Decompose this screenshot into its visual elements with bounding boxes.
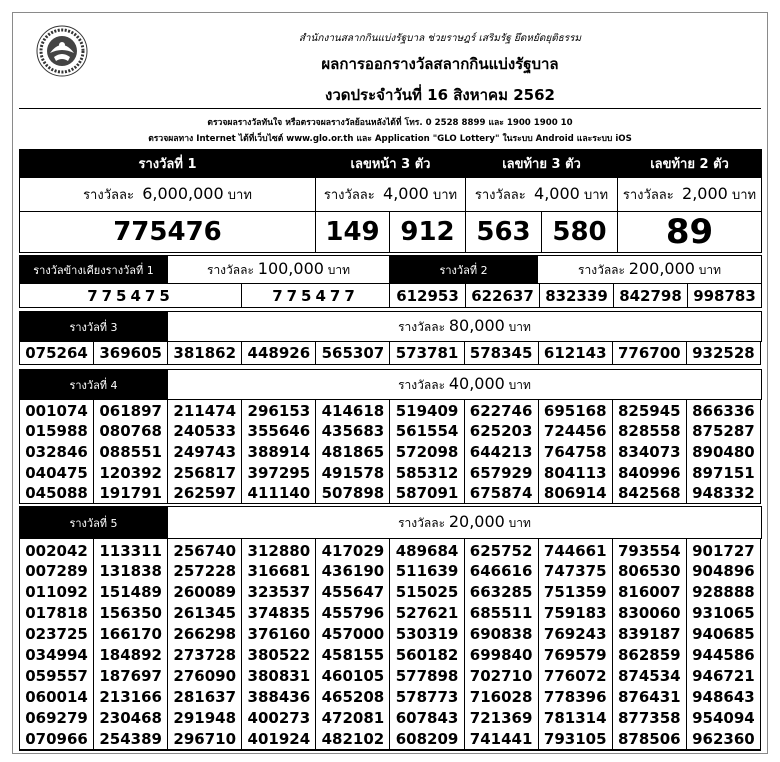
prize-number: 281637 <box>168 687 242 708</box>
prize-number: 070966 <box>20 729 94 750</box>
prize-number: 561554 <box>390 421 464 442</box>
prize-number: 741441 <box>464 729 538 750</box>
prize-number: 793105 <box>538 729 612 750</box>
prize-number: 489684 <box>390 539 464 560</box>
fifth-prize-grid <box>19 539 761 750</box>
prize-number: 806530 <box>612 560 686 581</box>
prize-number: 482102 <box>316 729 390 750</box>
prize-number: 291948 <box>168 708 242 729</box>
prize-number: 400273 <box>242 708 316 729</box>
prize-number: 769243 <box>538 623 612 644</box>
prize-number: 622746 <box>464 400 538 421</box>
first-prize-number: 775476 <box>20 212 316 253</box>
prize-number: 211474 <box>168 400 242 421</box>
prize-number: 769579 <box>538 644 612 665</box>
prize-number: 625203 <box>464 421 538 442</box>
prize-number: 374835 <box>242 602 316 623</box>
prize-number: 266298 <box>168 623 242 644</box>
prize-number: 876431 <box>612 687 686 708</box>
second-prize-amount: รางวัลละ 200,000 บาท <box>538 256 762 284</box>
prize-number: 457000 <box>316 623 390 644</box>
prize-number: 890480 <box>692 442 755 461</box>
prize-number: 296153 <box>242 400 316 421</box>
divider <box>19 750 761 751</box>
fourth-prize-amount: รางวัลละ 40,000 บาท <box>168 370 762 400</box>
prize-number: 842568 <box>612 483 686 504</box>
third-prize-number: 381862 <box>168 342 242 365</box>
draw-date: งวดประจำวันที่ 16 สิงหาคม 2562 <box>325 86 555 104</box>
info-website: ตรวจผลทาง Internet ได้ที่เว็บไซต์ www.glo.or.th และ Application "GLO Lottery" ในระบบ Android และระบบ iOS <box>148 134 632 144</box>
prize-number: 577898 <box>390 666 464 687</box>
prize-number: 830060 <box>612 602 686 623</box>
prize-number: 120392 <box>94 462 168 483</box>
prize-number: 587091 <box>390 483 464 504</box>
prize-number: 578773 <box>390 687 464 708</box>
divider <box>19 108 761 109</box>
prize-number: 530319 <box>390 623 464 644</box>
prize-number: 260089 <box>168 581 242 602</box>
prize-number: 015988 <box>20 421 94 442</box>
prize-number: 455647 <box>316 581 390 602</box>
prize-number: 045088 <box>20 483 94 504</box>
prize-number: 515025 <box>390 581 464 602</box>
prize-number: 875287 <box>692 422 755 441</box>
prize-number: 166170 <box>94 623 168 644</box>
prize-number: 663285 <box>464 581 538 602</box>
prize-number: 946721 <box>692 667 755 686</box>
back3-number-2: 580 <box>542 212 618 253</box>
prize-number: 355646 <box>242 421 316 442</box>
prize-number: 793554 <box>612 539 686 560</box>
prize-number: 657929 <box>464 462 538 483</box>
fifth-prize-block <box>19 506 761 750</box>
prize-number: 778396 <box>538 687 612 708</box>
prize-number: 572098 <box>390 442 464 463</box>
prize-number: 744661 <box>538 539 612 560</box>
prize-number: 481865 <box>316 442 390 463</box>
prize-number: 001074 <box>20 400 94 421</box>
prize-number: 256817 <box>168 462 242 483</box>
prize-number: 088551 <box>94 442 168 463</box>
prize-number: 184892 <box>94 644 168 665</box>
prize-number: 839187 <box>612 623 686 644</box>
prize-number: 388436 <box>242 687 316 708</box>
prize-number: 747375 <box>538 560 612 581</box>
third-prize-number: 573781 <box>390 342 464 365</box>
prize-number: 702710 <box>464 666 538 687</box>
third-prize-number: 578345 <box>464 342 538 365</box>
prize-number: 230468 <box>94 708 168 729</box>
near-and-second-block <box>19 255 761 308</box>
glo-emblem-logo <box>36 25 88 77</box>
third-prize-label: รางวัลที่ 3 <box>20 312 168 342</box>
prize-number: 465208 <box>316 687 390 708</box>
prize-number: 759183 <box>538 602 612 623</box>
prize-number: 608209 <box>390 729 464 750</box>
prize-number: 519409 <box>390 400 464 421</box>
first-prize-amount: รางวัลละ 6,000,000 บาท <box>20 178 316 212</box>
prize-number: 764758 <box>538 442 612 463</box>
prize-number: 862859 <box>612 644 686 665</box>
prize-number: 948332 <box>692 484 755 503</box>
prize-number: 877358 <box>612 708 686 729</box>
agency-motto: สำนักงานสลากกินแบ่งรัฐบาล ช่วยราษฎร์ เสริมรัฐ ยึดหยัดยุติธรรม <box>298 33 582 44</box>
prize-number: 256740 <box>168 539 242 560</box>
prize-number: 069279 <box>20 708 94 729</box>
back3-label: เลขท้าย 3 ตัว <box>466 150 618 178</box>
prize-number: 781314 <box>538 708 612 729</box>
prize-number: 607843 <box>390 708 464 729</box>
prize-number: 816007 <box>612 581 686 602</box>
prize-number: 435683 <box>316 421 390 442</box>
near-prize-number-2: 775477 <box>242 284 390 308</box>
prize-number: 455796 <box>316 602 390 623</box>
first-prize-label: รางวัลที่ 1 <box>20 150 316 178</box>
prize-number: 380831 <box>242 666 316 687</box>
third-prize-block <box>19 311 761 365</box>
prize-number: 721369 <box>464 708 538 729</box>
third-prize-number: 932528 <box>686 342 760 365</box>
prize-number: 948643 <box>692 688 755 707</box>
prize-number: 007289 <box>20 560 94 581</box>
prize-number: 646616 <box>464 560 538 581</box>
prize-number: 249743 <box>168 442 242 463</box>
prize-number: 874534 <box>612 666 686 687</box>
prize-number: 017818 <box>20 602 94 623</box>
prize-number: 131838 <box>94 560 168 581</box>
back3-number-1: 563 <box>466 212 542 253</box>
front3-label: เลขหน้า 3 ตัว <box>316 150 466 178</box>
prize-number: 904896 <box>692 561 755 580</box>
prize-number: 776072 <box>538 666 612 687</box>
prize-number: 080768 <box>94 421 168 442</box>
prize-number: 690838 <box>464 623 538 644</box>
prize-number: 060014 <box>20 687 94 708</box>
prize-number: 040475 <box>20 462 94 483</box>
prize-number: 059557 <box>20 666 94 687</box>
second-prize-number: 842798 <box>614 284 688 308</box>
prize-number: 751359 <box>538 581 612 602</box>
prize-number: 254389 <box>94 729 168 750</box>
prize-number: 380522 <box>242 644 316 665</box>
fifth-prize-label: รางวัลที่ 5 <box>20 507 168 539</box>
third-prize-number: 448926 <box>242 342 316 365</box>
back3-amount: รางวัลละ 4,000 บาท <box>466 178 618 212</box>
prize-number: 276090 <box>168 666 242 687</box>
prize-number: 878506 <box>612 729 686 750</box>
prize-number: 625752 <box>464 539 538 560</box>
prize-number: 034994 <box>20 644 94 665</box>
prize-number: 724456 <box>538 421 612 442</box>
third-prize-number: 565307 <box>316 342 390 365</box>
near-prize-amount: รางวัลละ 100,000 บาท <box>168 256 390 284</box>
prize-number: 323537 <box>242 581 316 602</box>
prize-number: 213166 <box>94 687 168 708</box>
prize-number: 940685 <box>692 624 755 643</box>
third-prize-number: 776700 <box>612 342 686 365</box>
prize-number: 460105 <box>316 666 390 687</box>
prize-number: 417029 <box>316 539 390 560</box>
info-phone: ตรวจผลรางวัลทันใจ หรือตรวจผลรางวัลย้อนหลังได้ที่ โทร. 0 2528 8899 และ 1900 1900 10 <box>207 118 573 128</box>
prize-number: 560182 <box>390 644 464 665</box>
prize-number: 262597 <box>168 483 242 504</box>
front3-number-1: 149 <box>316 212 390 253</box>
prize-number: 928888 <box>692 582 755 601</box>
prize-number: 806914 <box>538 483 612 504</box>
third-prize-number: 075264 <box>20 342 94 365</box>
prize-number: 901727 <box>692 541 755 560</box>
prize-number: 962360 <box>692 730 755 749</box>
prize-number: 472081 <box>316 708 390 729</box>
prize-number: 675874 <box>464 483 538 504</box>
prize-number: 032846 <box>20 442 94 463</box>
page-title: ผลการออกรางวัลสลากกินแบ่งรัฐบาล <box>321 55 559 73</box>
prize-number: 397295 <box>242 462 316 483</box>
prize-number: 388914 <box>242 442 316 463</box>
prize-number: 491578 <box>316 462 390 483</box>
front3-amount: รางวัลละ 4,000 บาท <box>316 178 466 212</box>
prize-number: 273728 <box>168 644 242 665</box>
prize-number: 401924 <box>242 729 316 750</box>
back2-number: 89 <box>618 212 762 253</box>
prize-number: 825945 <box>612 400 686 421</box>
prize-number: 316681 <box>242 560 316 581</box>
prize-number: 061897 <box>94 400 168 421</box>
prize-number: 507898 <box>316 483 390 504</box>
prize-number: 257228 <box>168 560 242 581</box>
third-prize-number: 369605 <box>94 342 168 365</box>
near-prize-label: รางวัลข้างเคียงรางวัลที่ 1 <box>20 256 168 284</box>
prize-number: 023725 <box>20 623 94 644</box>
prize-number: 834073 <box>612 442 686 463</box>
prize-number: 897151 <box>692 463 755 482</box>
near-prize-number-1: 775475 <box>20 284 242 308</box>
fifth-prize-amount: รางวัลละ 20,000 บาท <box>168 507 762 539</box>
prize-number: 511639 <box>390 560 464 581</box>
prize-number: 411140 <box>242 483 316 504</box>
prize-number: 187697 <box>94 666 168 687</box>
prize-number: 866336 <box>692 402 755 421</box>
top-prizes-block <box>19 149 761 253</box>
prize-number: 695168 <box>538 400 612 421</box>
prize-number: 954094 <box>692 709 755 728</box>
prize-number: 804113 <box>538 462 612 483</box>
prize-number: 716028 <box>464 687 538 708</box>
prize-number: 931065 <box>692 603 755 622</box>
prize-number: 458155 <box>316 644 390 665</box>
prize-number: 261345 <box>168 602 242 623</box>
prize-number: 312880 <box>242 539 316 560</box>
fourth-prize-block <box>19 369 761 504</box>
prize-number: 527621 <box>390 602 464 623</box>
prize-number: 699840 <box>464 644 538 665</box>
prize-number: 156350 <box>94 602 168 623</box>
third-prize-amount: รางวัลละ 80,000 บาท <box>168 312 762 342</box>
prize-number: 113311 <box>94 539 168 560</box>
third-prize-number: 612143 <box>538 342 612 365</box>
prize-number: 002042 <box>20 539 94 560</box>
back2-amount: รางวัลละ 2,000 บาท <box>618 178 762 212</box>
second-prize-label: รางวัลที่ 2 <box>390 256 538 284</box>
prize-number: 436190 <box>316 560 390 581</box>
prize-number: 376160 <box>242 623 316 644</box>
second-prize-number: 612953 <box>390 284 466 308</box>
prize-number: 240533 <box>168 421 242 442</box>
back2-label: เลขท้าย 2 ตัว <box>618 150 762 178</box>
prize-number: 944586 <box>692 646 755 665</box>
front3-number-2: 912 <box>390 212 466 253</box>
prize-number: 644213 <box>464 442 538 463</box>
prize-number: 011092 <box>20 581 94 602</box>
prize-number: 840996 <box>612 462 686 483</box>
second-prize-number: 998783 <box>688 284 762 308</box>
second-prize-number: 832339 <box>540 284 614 308</box>
prize-number: 414618 <box>316 400 390 421</box>
prize-number: 191791 <box>94 483 168 504</box>
second-prize-number: 622637 <box>466 284 540 308</box>
prize-number: 685511 <box>464 602 538 623</box>
prize-number: 296710 <box>168 729 242 750</box>
fourth-prize-grid <box>19 400 761 504</box>
prize-number: 585312 <box>390 462 464 483</box>
fourth-prize-label: รางวัลที่ 4 <box>20 370 168 400</box>
prize-number: 151489 <box>94 581 168 602</box>
prize-number: 828558 <box>612 421 686 442</box>
